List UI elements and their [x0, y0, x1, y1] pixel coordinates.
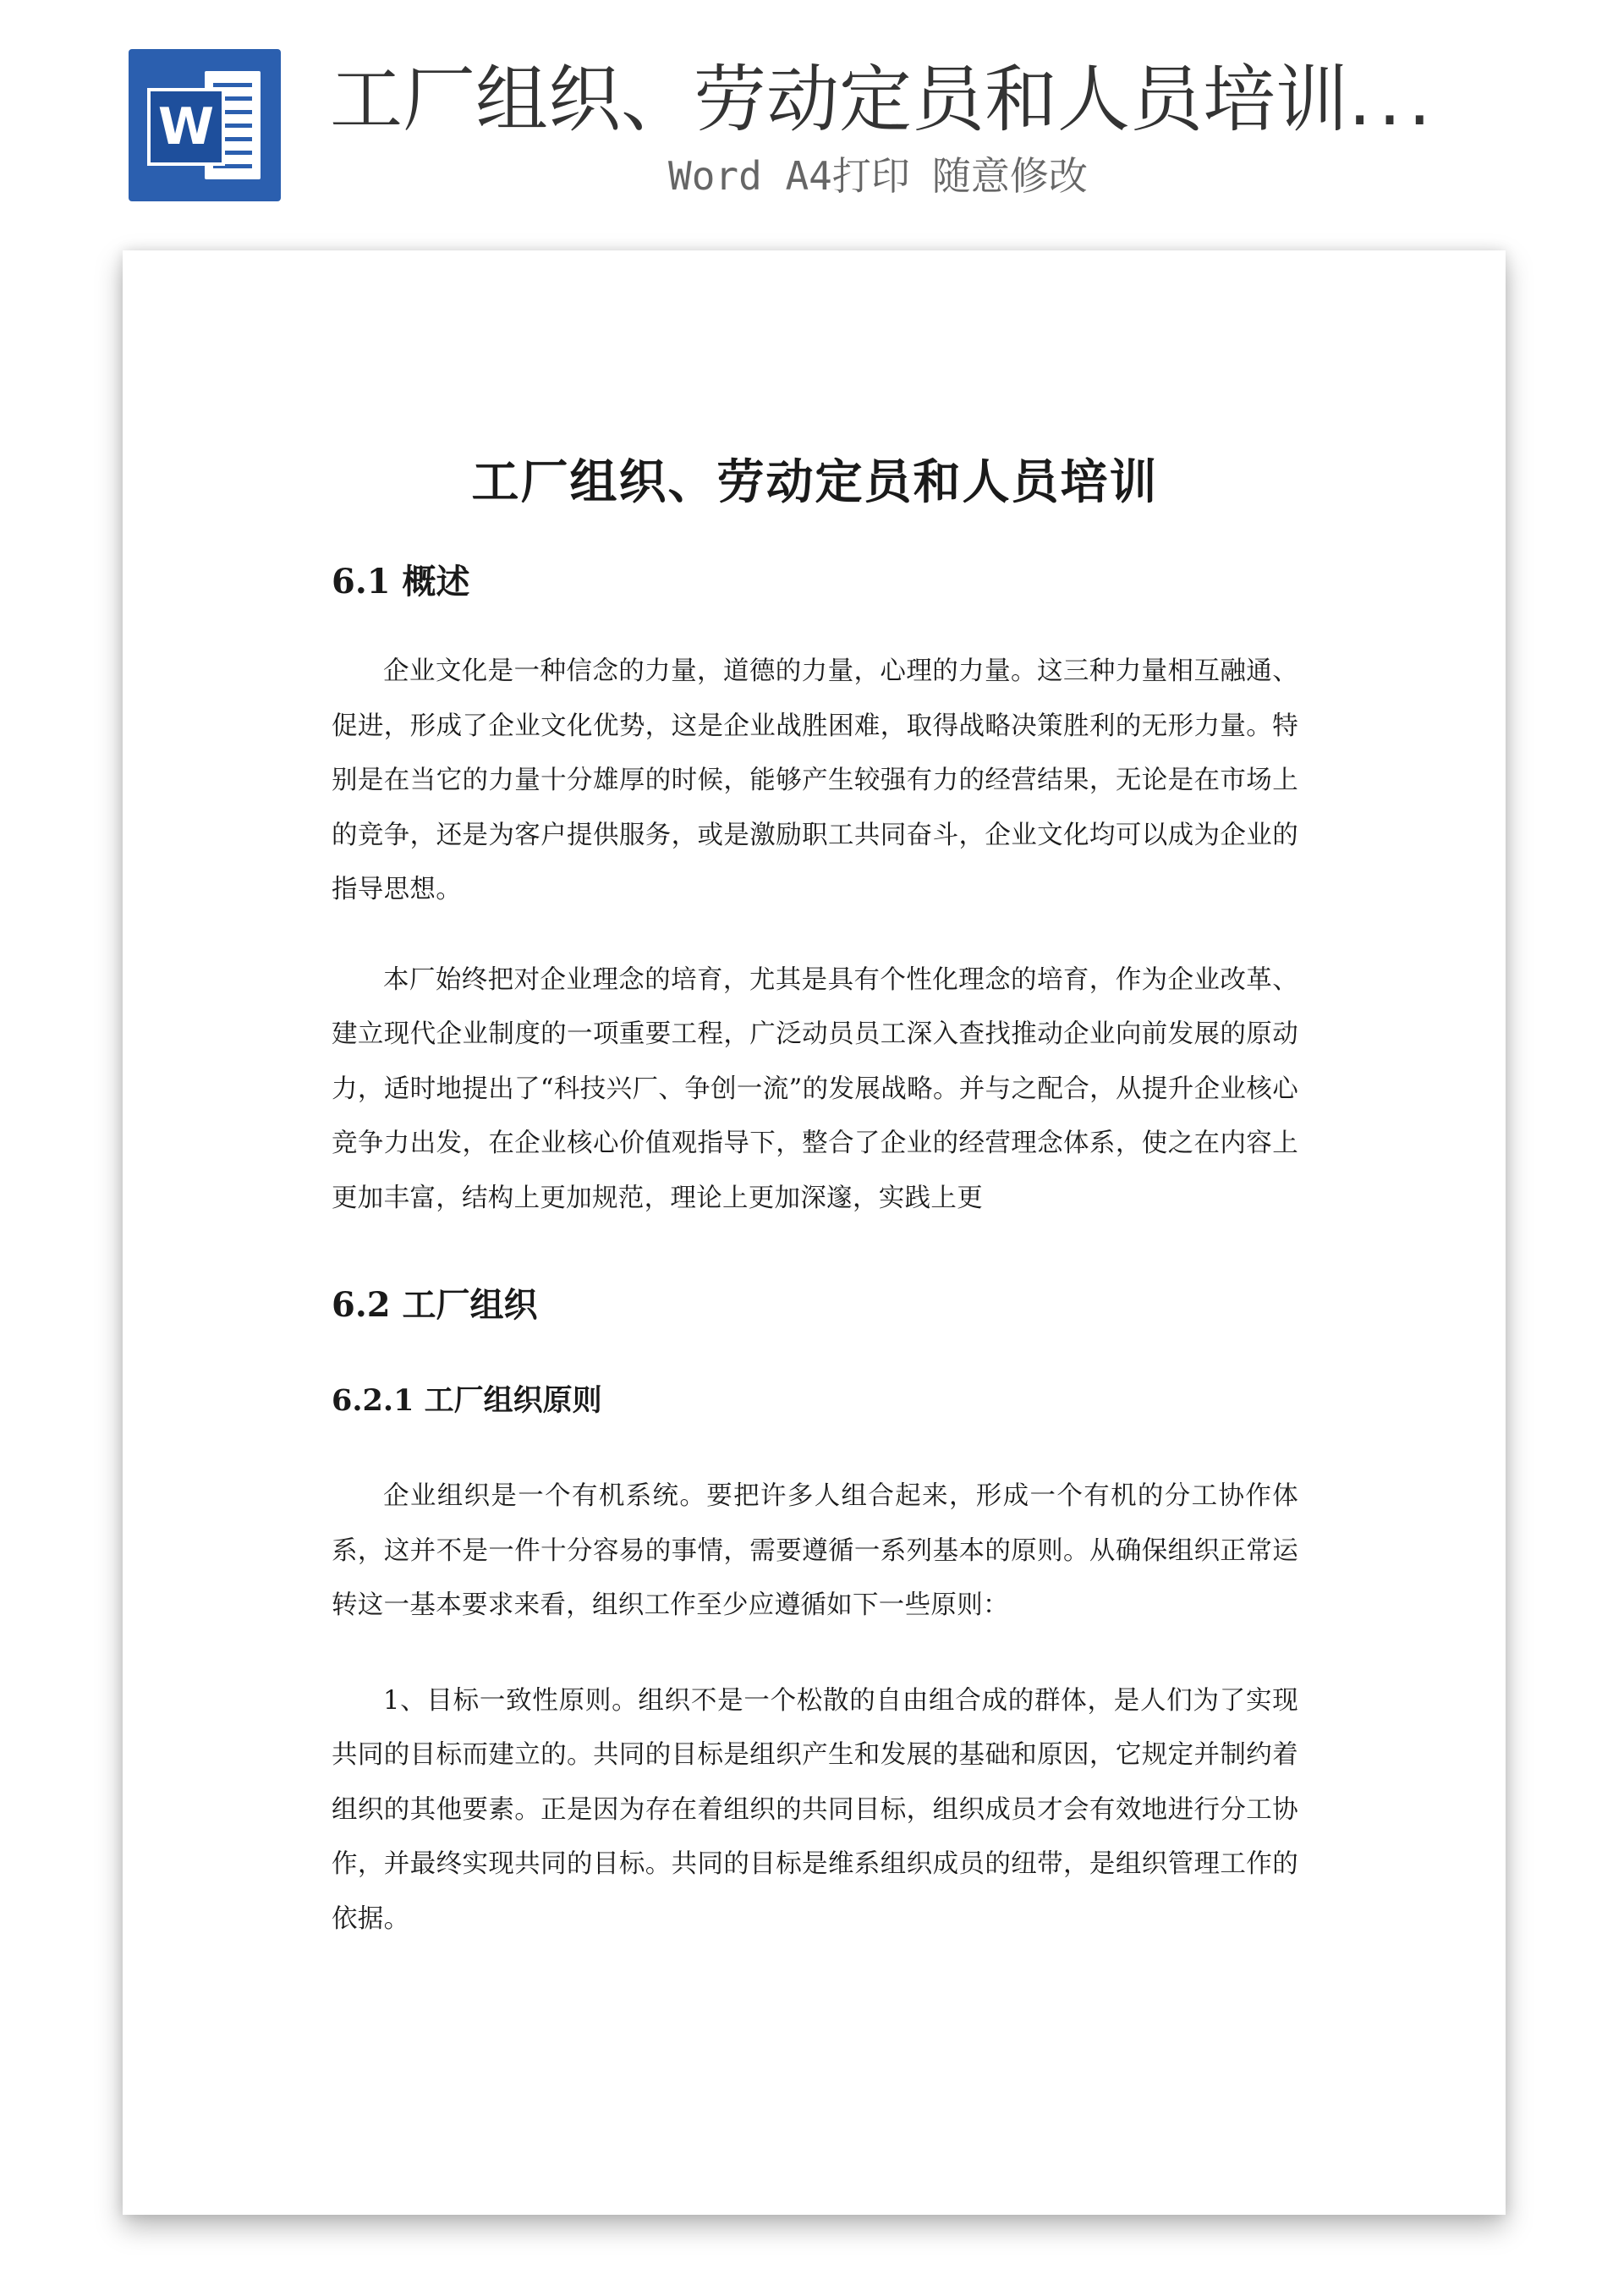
document-page: [123, 250, 1506, 2215]
section-heading-overview: 6.1 概述: [332, 562, 470, 601]
word-document-icon: [129, 49, 281, 201]
paragraph-corporate-culture: 企业文化是一种信念的力量，道德的力量，心理的力量。这三种力量相互融通、促进，形成了企业文化优势，这是企业战胜困难，取得战略决策胜利的无形力量。特别是在当它的力量十分雄厚的时候，能够产生较强有力的经营结果，无论是在市场上的竞争，还是为客户提供服务，或是激励职工共同奋斗，企业文化均可以成为企业的指导思想。: [332, 656, 1298, 904]
header-banner: [0, 0, 1624, 220]
document-title: 工厂组织、劳动定员和人员培训: [471, 454, 1159, 510]
word-letter-icon: W: [147, 88, 225, 166]
subsection-heading-organization-principles: 6.2.1 工厂组织原则: [332, 1383, 602, 1418]
header-title-ellipsis: ...: [1348, 58, 1439, 142]
section-heading-factory-organization: 6.2 工厂组织: [332, 1285, 538, 1325]
header-subtitle: [668, 151, 1088, 201]
paragraph-organization-system: 企业组织是一个有机系统。要把许多人组合起来，形成一个有机的分工协作体系，这并不是一件十分容易的事情，需要遵循一系列基本的原则。从确保组织正常运转这一基本要求来看，组织工作至少应遵循如下一些原则：: [332, 1481, 1298, 1620]
header-subtitle-editable: 随意修改: [931, 153, 1088, 199]
document-body: [332, 448, 1298, 1947]
header-subtitle-format: Word A4打印: [668, 153, 910, 199]
paragraph-goal-consistency-principle: 1、目标一致性原则。组织不是一个松散的自由组合成的群体，是人们为了实现共同的目标而建立的。共同的目标是组织产生和发展的基础和原因，它规定并制约着组织的其他要素。正是因为存在着组织的共同目标，组织成员才会有效地进行分工协作，并最终实现共同的目标。共同的目标是维系组织成员的纽带，是组织管理工作的依据。: [332, 1685, 1298, 1934]
header-title-text: 工厂组织、劳动定员和人员培训: [330, 58, 1348, 142]
paragraph-enterprise-philosophy: 本厂始终把对企业理念的培育，尤其是具有个性化理念的培育，作为企业改革、建立现代企业制度的一项重要工程，广泛动员员工深入查找推动企业向前发展的原动力，适时地提出了“科技兴厂、争创一流”的发展战略。并与之配合，从提升企业核心竞争力出发，在企业核心价值观指导下，整合了企业的经营理念体系，使之在内容上更加丰富，结构上更加规范，理论上更加深邃，实践上更: [332, 964, 1298, 1213]
header-title: [330, 49, 1531, 151]
